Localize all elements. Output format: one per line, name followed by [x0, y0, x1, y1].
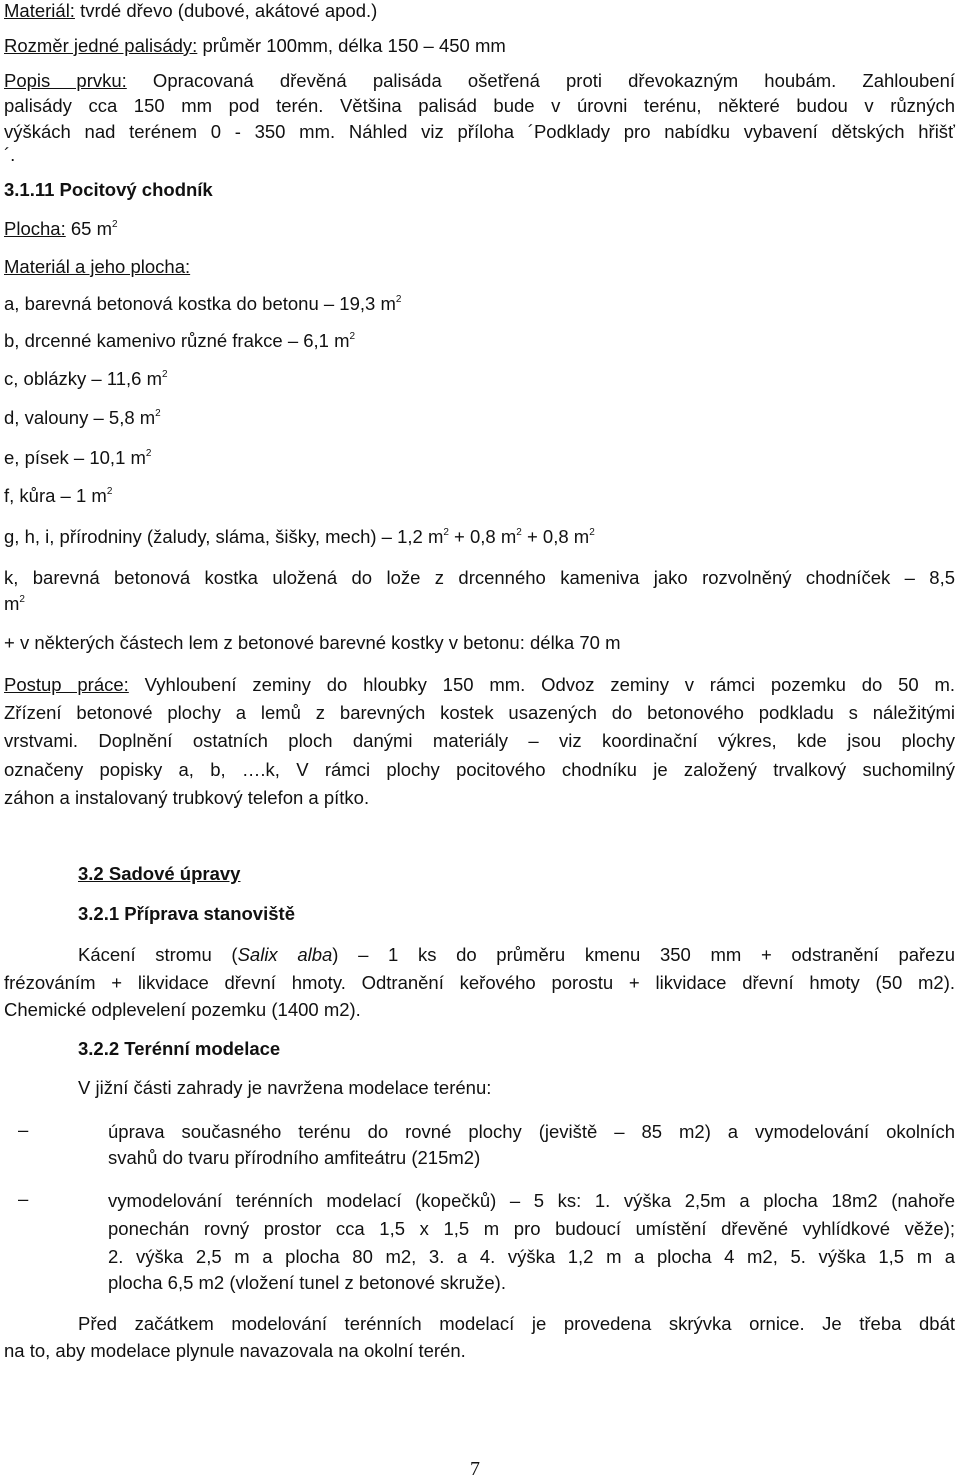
procedure-line-5: záhon a instalovaný trubkový telefon a pítko.: [4, 787, 370, 808]
material-area-label: Materiál a jeho plocha:: [4, 256, 191, 277]
desc-line-2: palisády cca 150 mm pod terén. Většina palisád bude v úrovni terénu, některé budou v různých: [4, 95, 955, 116]
prep-line-3: Chemické odplevelení pozemku (1400 m2).: [4, 999, 361, 1020]
border-note: + v některých částech lem z betonové barevné kostky v betonu: délka 70 m: [4, 632, 621, 653]
list-item: f, kůra – 1 $m^2$: [4, 485, 113, 506]
modelace-intro: V jižní části zahrady je navržena modelace terénu:: [78, 1077, 492, 1098]
bullet-2-line-2: ponechán rovný prostor cca 1,5 x 1,5 m pro budoucí umístění dřevěné vyhlídkové věže);: [108, 1218, 955, 1239]
page-number: 7: [470, 1458, 480, 1480]
desc-line-4: ´.: [4, 144, 16, 165]
procedure-line-4: označeny popisky a, b, ….k, V rámci plochy pocitového chodníku je založený trvalkový suchomilný: [4, 759, 955, 780]
list-item: b, drcenné kamenivo různé frakce – 6,1 $m^2$: [4, 330, 356, 351]
bullet-2-line-3: 2. výška 2,5 m a plocha 80 m2, 3. a 4. výška 1,2 m a plocha 4 m2, 5. výška 1,5 m a: [108, 1246, 955, 1267]
list-item: d, valouny – 5,8 $m^2$: [4, 407, 161, 428]
size-line: [4, 37, 506, 56]
section-heading-3-2: 3.2 Sadové úpravy: [78, 863, 241, 884]
section-heading-3-2-1: 3.2.1 Příprava stanoviště: [78, 903, 295, 924]
list-item: a, barevná betonová kostka do betonu – 19,3 $m^2$: [4, 293, 402, 314]
area-line: [4, 220, 118, 239]
area-value: 65 m: [65, 218, 112, 239]
superscript: 2: [112, 219, 118, 230]
size-text: průměr 100mm, délka 150 – 450 mm: [197, 35, 506, 56]
bullet-1-line-1: úprava současného terénu do rovné plochy (jeviště – 85 m2) a vymodelování okolních: [108, 1121, 955, 1142]
desc-line-1: [4, 70, 955, 92]
list-item-k-line-2: $m^2$: [4, 593, 25, 614]
bullet-dash: –: [18, 1119, 29, 1140]
prep-line-1: Kácení stromu (Salix alba) – 1 ks do průměru kmenu 350 mm + odstranění pařezu: [78, 944, 956, 965]
material-label: Materiál:: [4, 0, 75, 21]
procedure-line-1: Postup práce: Vyhloubení zeminy do hloubky 150 mm. Odvoz zeminy v rámci pozemku do 50 m.: [4, 674, 956, 695]
closing-line-2: na to, aby modelace plynule navazovala na okolní terén.: [4, 1340, 466, 1361]
bullet-1-line-2: svahů do tvaru přírodního amfiteátru (215m2): [108, 1147, 481, 1168]
desc-label: Popis prvku:: [4, 70, 127, 91]
material-line: [4, 2, 377, 21]
list-item: c, oblázky – 11,6 $m^2$: [4, 368, 168, 389]
list-item-k-line-1: k, barevná betonová kostka uložená do lože z drcenného kameniva jako rozvolněný chodníček – 8,5: [4, 567, 955, 588]
list-item-g: g, h, i, přírodniny (žaludy, sláma, šišky, mech) – 1,2 $m^2 + 0,8$ $m^2 + 0,8$ $m^2$: [4, 526, 595, 547]
bullet-2-line-4: plocha 6,5 m2 (vložení tunel z betonové skruže).: [108, 1272, 506, 1293]
list-item: e, písek – 10,1 $m^2$: [4, 447, 152, 468]
section-heading-3-2-2: 3.2.2 Terénní modelace: [78, 1038, 281, 1059]
prep-line-2: frézováním + likvidace dřevní hmoty. Odtranění keřového porostu + likvidace dřevní hmoty (50 m2).: [4, 972, 955, 993]
desc-line-3: výškách nad terénem 0 - 350 mm. Náhled viz příloha ´Podklady pro nabídku vybavení dětských hřišť: [4, 121, 955, 142]
bullet-2-line-1: vymodelování terénních modelací (kopečků) – 5 ks: 1. výška 2,5m a plocha 18m2 (nahoře: [108, 1190, 955, 1211]
size-label: Rozměr jedné palisády:: [4, 35, 198, 56]
procedure-line-3: vrstvami. Doplnění ostatních ploch danými materiály – viz koordinační výkres, kde jsou plochy: [4, 730, 955, 751]
procedure-line-2: Zřízení betonové plochy a lemů z barevných kostek usazených do betonového podkladu s náležitými: [4, 702, 955, 723]
closing-line-1: Před začátkem modelování terénních modelací je provedena skrývka ornice. Je třeba dbát: [78, 1313, 955, 1334]
area-label: Plocha:: [4, 218, 66, 239]
bullet-dash: –: [18, 1188, 29, 1209]
desc-text-1: Opracovaná dřevěná palisáda ošetřená proti dřevokazným houbám. Zahloubení: [126, 70, 955, 91]
section-heading-3-1-11: 3.1.11 Pocitový chodník: [4, 179, 213, 200]
procedure-label: Postup práce:: [4, 674, 129, 695]
material-text: tvrdé dřevo (dubové, akátové apod.): [74, 0, 378, 21]
